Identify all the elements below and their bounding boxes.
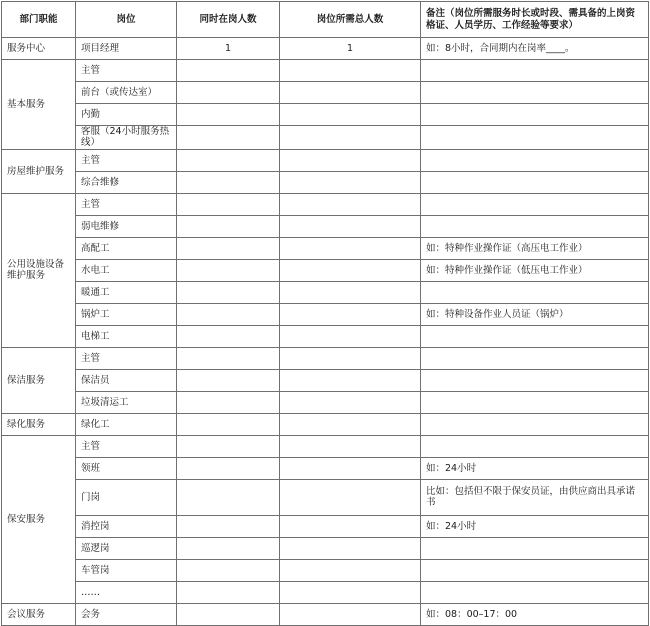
dept-cell: 绿化服务 [2, 413, 76, 435]
table-row [2, 60, 649, 82]
concurrent-cell [177, 581, 280, 603]
post-cell: 项目经理 [76, 38, 177, 60]
concurrent-cell [177, 391, 280, 413]
note-cell [421, 171, 649, 193]
header-concurrent: 同时在岗人数 [177, 2, 280, 38]
total-cell [280, 303, 421, 325]
post-cell: 内勤 [76, 104, 177, 126]
header-post: 岗位 [76, 2, 177, 38]
table-row [2, 281, 649, 303]
post-cell: 高配工 [76, 237, 177, 259]
post-cell: 水电工 [76, 259, 177, 281]
table-row [2, 515, 649, 537]
total-cell [280, 515, 421, 537]
table-row [2, 537, 649, 559]
table-row [2, 559, 649, 581]
note-cell [421, 559, 649, 581]
table-row [2, 126, 649, 150]
post-cell: 主管 [76, 149, 177, 171]
table-row [2, 413, 649, 435]
post-cell: 弱电维修 [76, 215, 177, 237]
post-cell: 主管 [76, 60, 177, 82]
table-row [2, 38, 649, 60]
table-row [2, 215, 649, 237]
post-cell: 门岗 [76, 479, 177, 515]
total-cell [280, 104, 421, 126]
dept-cell: 会议服务 [2, 603, 76, 625]
note-cell [421, 325, 649, 347]
post-cell: 主管 [76, 193, 177, 215]
concurrent-cell [177, 325, 280, 347]
total-cell [280, 559, 421, 581]
note-cell [421, 104, 649, 126]
note-cell [421, 369, 649, 391]
concurrent-cell [177, 259, 280, 281]
concurrent-cell [177, 515, 280, 537]
table-row [2, 457, 649, 479]
concurrent-cell [177, 193, 280, 215]
post-cell: 主管 [76, 435, 177, 457]
concurrent-cell [177, 104, 280, 126]
dept-cell: 房屋维护服务 [2, 149, 76, 193]
total-cell [280, 369, 421, 391]
total-cell [280, 457, 421, 479]
total-cell: 1 [280, 38, 421, 60]
concurrent-cell [177, 126, 280, 150]
table-row [2, 369, 649, 391]
post-cell: 领班 [76, 457, 177, 479]
total-cell [280, 479, 421, 515]
note-cell: 如：24小时 [421, 515, 649, 537]
table-row [2, 193, 649, 215]
table-row [2, 325, 649, 347]
concurrent-cell [177, 347, 280, 369]
concurrent-cell [177, 559, 280, 581]
concurrent-cell [177, 171, 280, 193]
concurrent-cell [177, 479, 280, 515]
note-cell: 如：特种作业操作证（高压电工作业） [421, 237, 649, 259]
note-cell [421, 391, 649, 413]
note-cell [421, 281, 649, 303]
note-cell: 如：08：00–17：00 [421, 603, 649, 625]
total-cell [280, 347, 421, 369]
table-row [2, 391, 649, 413]
post-cell: 巡逻岗 [76, 537, 177, 559]
dept-cell: 服务中心 [2, 38, 76, 60]
note-cell [421, 537, 649, 559]
table-row [2, 581, 649, 603]
note-cell: 如：8小时，合同期内在岗率____。 [421, 38, 649, 60]
total-cell [280, 259, 421, 281]
note-cell [421, 413, 649, 435]
total-cell [280, 581, 421, 603]
header-dept: 部门职能 [2, 2, 76, 38]
note-cell [421, 60, 649, 82]
note-cell: 如：特种作业操作证（低压电工作业） [421, 259, 649, 281]
post-cell: …… [76, 581, 177, 603]
staffing-table [1, 1, 649, 626]
dept-cell: 基本服务 [2, 60, 76, 150]
table-header [2, 2, 649, 38]
post-cell: 综合维修 [76, 171, 177, 193]
table-row [2, 479, 649, 515]
concurrent-cell: 1 [177, 38, 280, 60]
total-cell [280, 82, 421, 104]
post-cell: 电梯工 [76, 325, 177, 347]
concurrent-cell [177, 537, 280, 559]
concurrent-cell [177, 237, 280, 259]
total-cell [280, 413, 421, 435]
post-cell: 客服（24小时服务热线） [76, 126, 177, 150]
concurrent-cell [177, 82, 280, 104]
post-cell: 前台（或传达室） [76, 82, 177, 104]
note-cell [421, 126, 649, 150]
post-cell: 绿化工 [76, 413, 177, 435]
table-row [2, 303, 649, 325]
total-cell [280, 126, 421, 150]
concurrent-cell [177, 149, 280, 171]
concurrent-cell [177, 435, 280, 457]
note-cell: 如：24小时 [421, 457, 649, 479]
post-cell: 会务 [76, 603, 177, 625]
dept-cell: 公用设施设备维护服务 [2, 193, 76, 347]
concurrent-cell [177, 369, 280, 391]
note-cell: 比如：包括但不限于保安员证，由供应商出具承诺书 [421, 479, 649, 515]
total-cell [280, 60, 421, 82]
dept-cell: 保洁服务 [2, 347, 76, 413]
note-cell [421, 149, 649, 171]
table-row [2, 435, 649, 457]
concurrent-cell [177, 281, 280, 303]
note-cell [421, 193, 649, 215]
post-cell: 保洁员 [76, 369, 177, 391]
concurrent-cell [177, 215, 280, 237]
total-cell [280, 171, 421, 193]
post-cell: 车管岗 [76, 559, 177, 581]
table-row [2, 347, 649, 369]
header-row [2, 2, 649, 38]
concurrent-cell [177, 413, 280, 435]
table-row [2, 237, 649, 259]
header-note: 备注（岗位所需服务时长或时段、需具备的上岗资格证、人员学历、工作经验等要求） [421, 2, 649, 38]
concurrent-cell [177, 60, 280, 82]
table-row [2, 149, 649, 171]
total-cell [280, 435, 421, 457]
table-row [2, 171, 649, 193]
dept-cell: 保安服务 [2, 435, 76, 603]
note-cell [421, 435, 649, 457]
total-cell [280, 193, 421, 215]
total-cell [280, 391, 421, 413]
table-body [2, 38, 649, 626]
table-row [2, 259, 649, 281]
total-cell [280, 149, 421, 171]
total-cell [280, 603, 421, 625]
total-cell [280, 325, 421, 347]
table-row [2, 603, 649, 625]
total-cell [280, 237, 421, 259]
concurrent-cell [177, 457, 280, 479]
total-cell [280, 537, 421, 559]
note-cell [421, 82, 649, 104]
table-row [2, 104, 649, 126]
note-cell [421, 347, 649, 369]
post-cell: 主管 [76, 347, 177, 369]
total-cell [280, 281, 421, 303]
note-cell [421, 215, 649, 237]
post-cell: 锅炉工 [76, 303, 177, 325]
concurrent-cell [177, 603, 280, 625]
post-cell: 消控岗 [76, 515, 177, 537]
concurrent-cell [177, 303, 280, 325]
post-cell: 垃圾清运工 [76, 391, 177, 413]
post-cell: 暖通工 [76, 281, 177, 303]
table-row [2, 82, 649, 104]
note-cell: 如：特种设备作业人员证（锅炉） [421, 303, 649, 325]
total-cell [280, 215, 421, 237]
note-cell [421, 581, 649, 603]
header-total: 岗位所需总人数 [280, 2, 421, 38]
